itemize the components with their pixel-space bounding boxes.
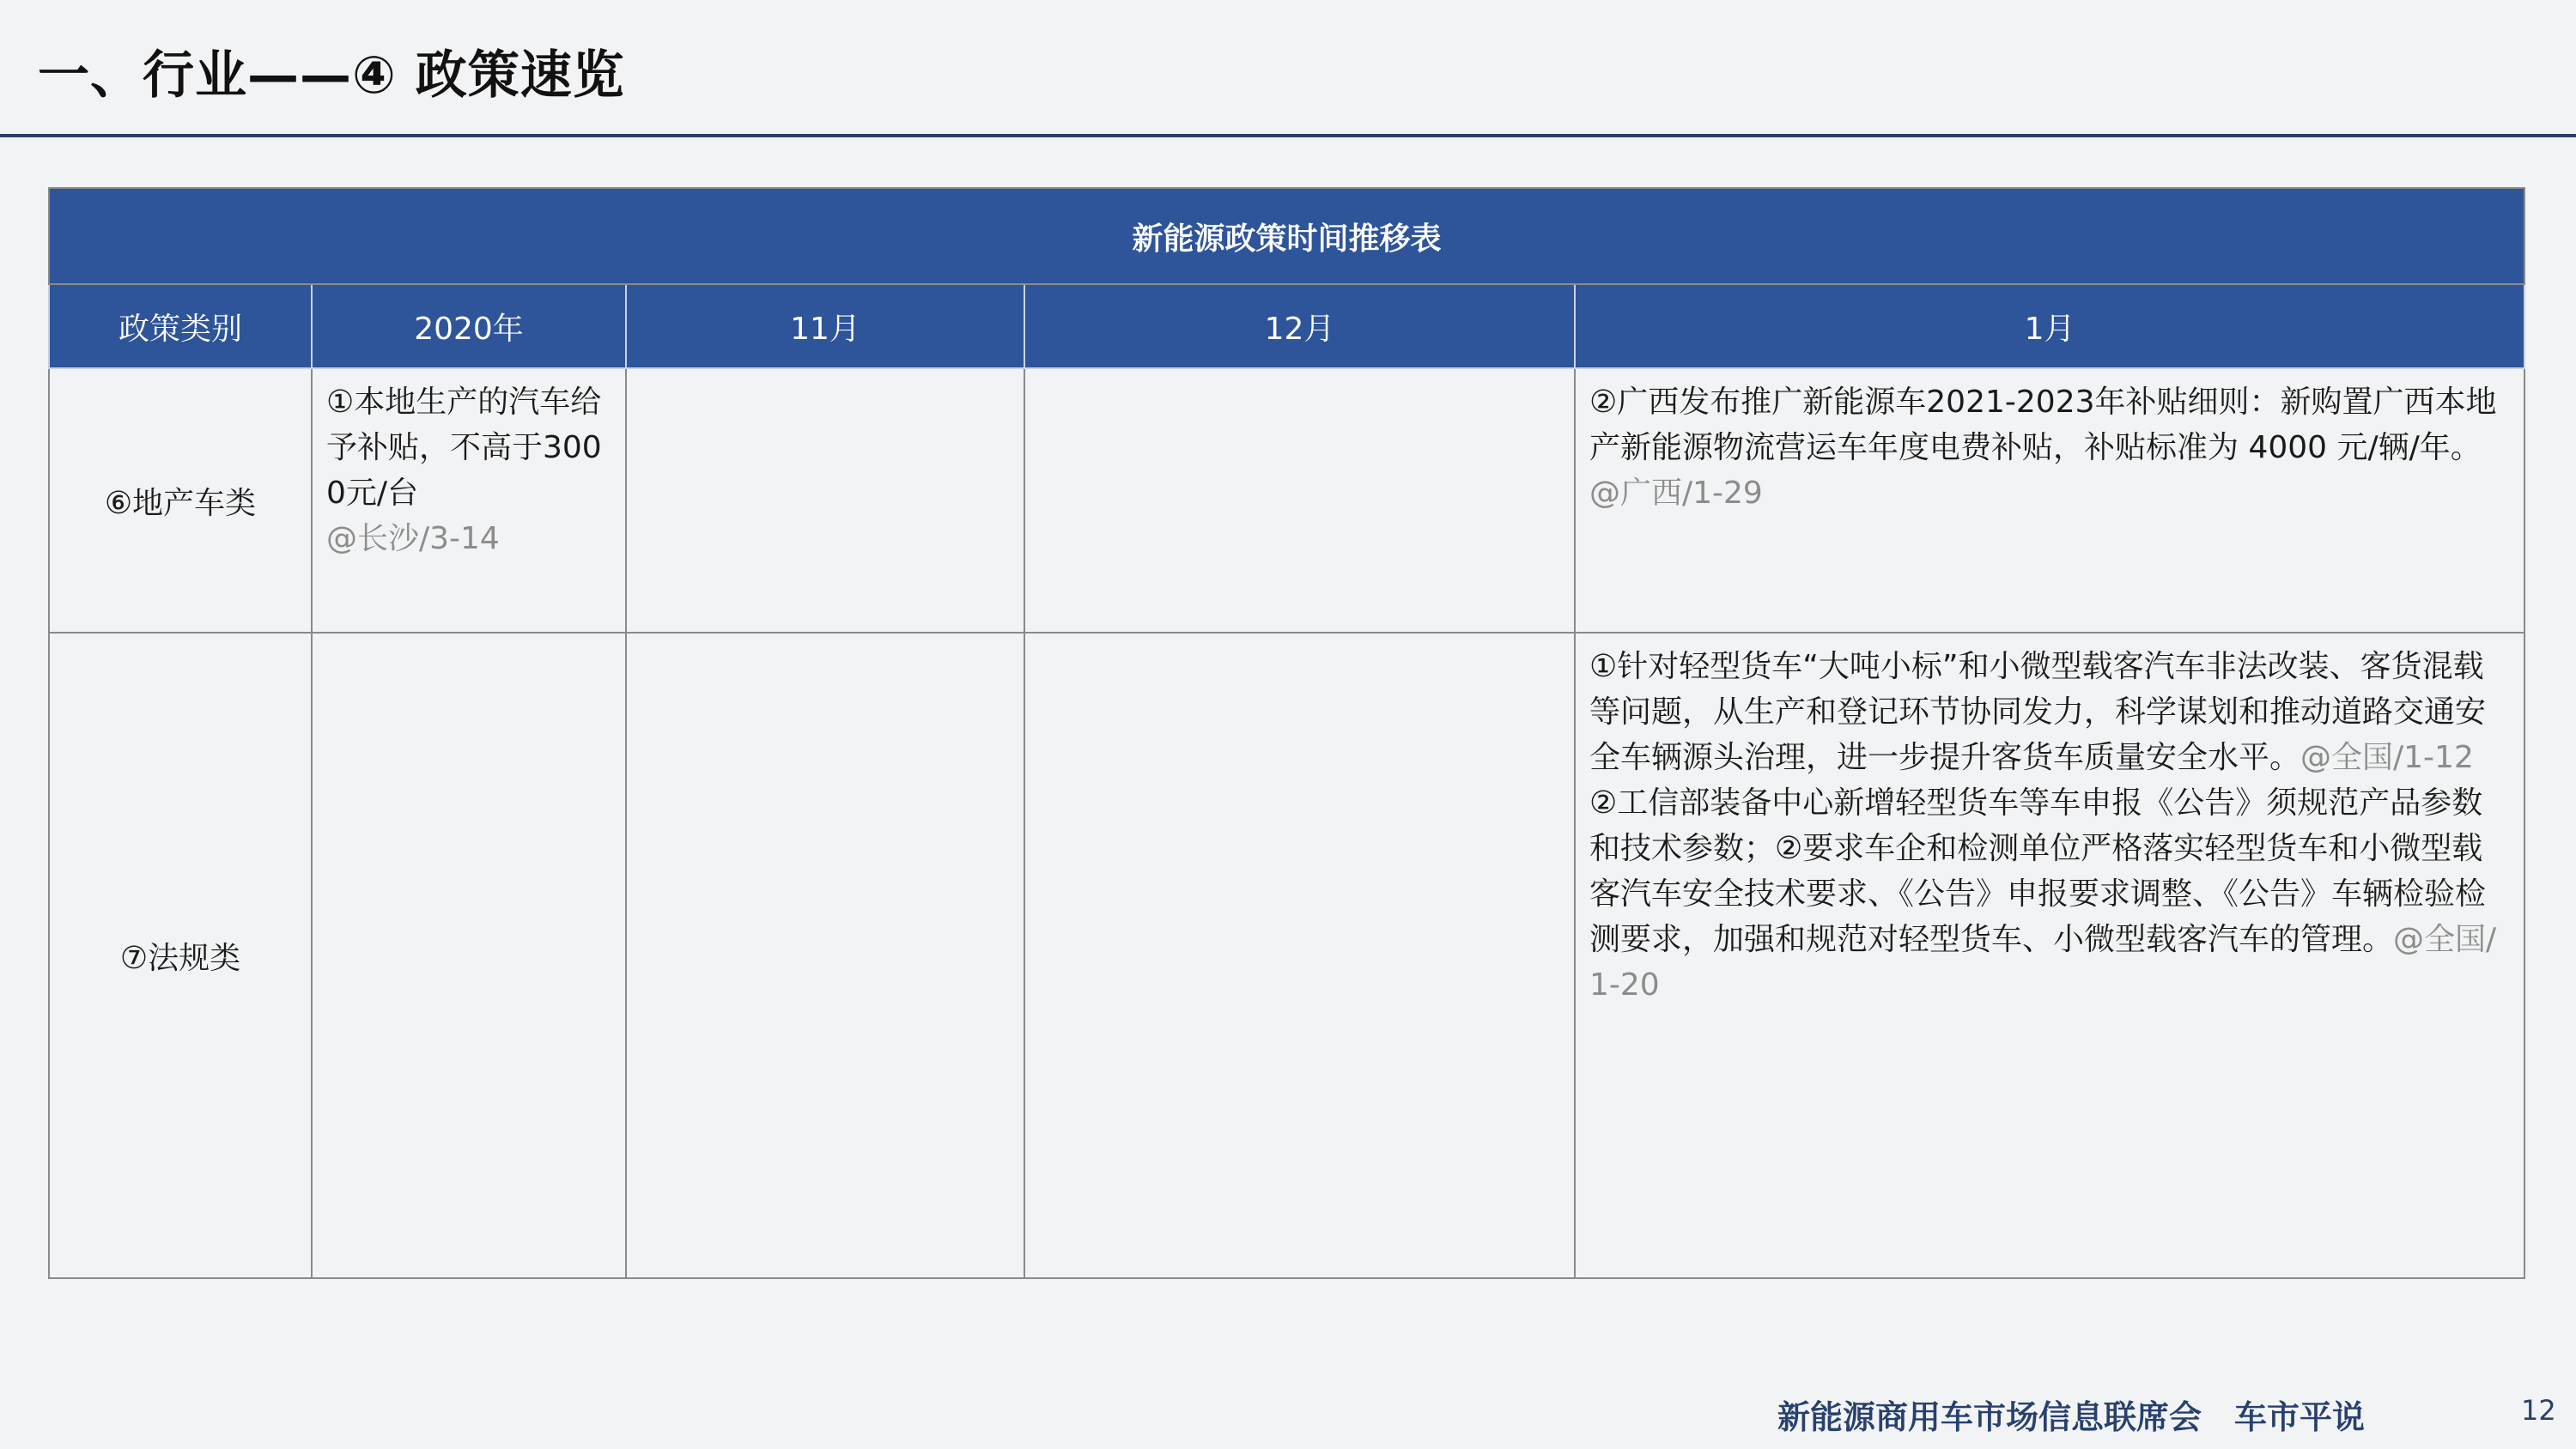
policy-text: ②广西发布推广新能源车2021-2023年补贴细则：新购置广西本地产新能源物流营运车年度电费补贴，补贴标准为 4000 元/辆/年。 [1589,385,2497,465]
table-header-row [49,284,2524,368]
policy-cell-december [1024,368,1575,633]
table-caption: 新能源政策时间推移表 [49,188,2524,284]
policy-cell-november [626,633,1024,1278]
policy-entry [1589,644,2510,780]
policy-text: ①针对轻型货车“大吨小标”和小微型载客汽车非法改装、客货混载等问题，从生产和登记环节协同发力，科学谋划和推动道路交通安全车辆源头治理，进一步提升客货车质量安全水平。 [1589,649,2487,775]
policy-cell-2020 [312,368,626,633]
policy-cell-2020 [312,633,626,1278]
table-row [49,368,2524,633]
header-november: 11月 [626,284,1024,368]
policy-timeline-table [48,187,2525,1279]
policy-cell-january [1575,633,2524,1278]
footer-brand: 新能源商用车市场信息联席会 车市平说 [1777,1398,2366,1436]
table-caption-row [49,188,2524,284]
policy-source: @全国/1-20 [1589,922,2497,1003]
header-category: 政策类别 [49,284,312,368]
table-row [49,633,2524,1278]
policy-source: @长沙/3-14 [326,521,500,556]
policy-source: @全国/1-12 [2300,740,2474,775]
title-divider [0,134,2576,137]
policy-cell-december [1024,633,1575,1278]
policy-cell-november [626,368,1024,633]
page-number: 12 [2521,1394,2556,1427]
row-category: ⑦法规类 [49,633,312,1278]
header-january: 1月 [1575,284,2524,368]
header-december: 12月 [1024,284,1575,368]
row-category: ⑥地产车类 [49,368,312,633]
policy-source: @广西/1-29 [1589,476,1763,511]
policy-cell-january [1575,368,2524,633]
policy-text: ①本地生产的汽车给予补贴，不高于3000元/台 [326,385,602,511]
policy-entry [1589,780,2510,1008]
header-2020: 2020年 [312,284,626,368]
policy-text: ②工信部装备中心新增轻型货车等车申报《公告》须规范产品参数和技术参数；②要求车企和检测单位严格落实轻型货车和小微型载客汽车安全技术要求、《公告》申报要求调整、《公告》车辆检验检测要求，加强和规范对轻型货车、小微型载客汽车的管理。 [1589,785,2487,957]
page-title: 一、行业——④ 政策速览 [38,45,625,106]
